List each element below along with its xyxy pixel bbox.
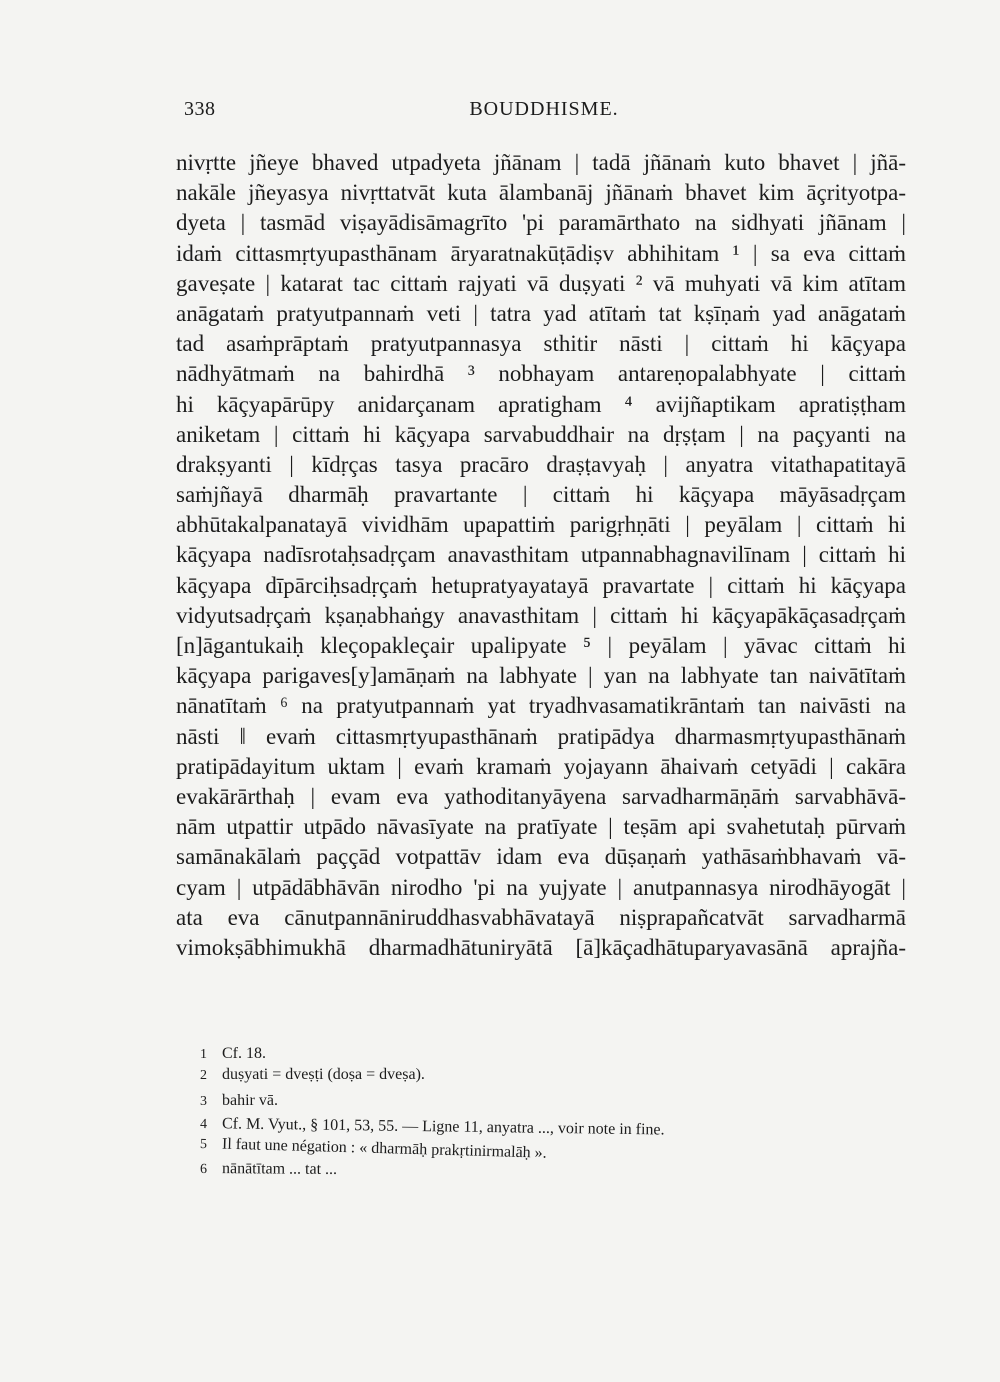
- text-line: ata eva cānutpannāniruddhasvabhāvatayā niṣprapañcatvāt sarvadharmā: [176, 904, 906, 930]
- footnote-text: bahir vā.: [222, 1092, 278, 1109]
- text-line: hi kāçyapārūpy anidarçanam apratigham ⁴ avijñaptikam apratiṣṭham: [176, 391, 906, 417]
- text-line: samānakālaṁ paççād votpattāv idam eva dūṣaṇaṁ yathāsaṁbhavaṁ vā-: [176, 844, 906, 870]
- footnote-mark: 6: [199, 1161, 208, 1177]
- text-line: dyeta | tasmād viṣayādisāmagrīto 'pi paramārthato na sidhyati jñānam |: [176, 210, 906, 236]
- text-line: kāçyapa parigaves[y]amāṇaṁ na labhyate | yan na labhyate tan naivātītaṁ: [176, 663, 906, 689]
- text-line: cyam | utpādābhāvān nirodho 'pi na yujyate | anutpannasya nirodhāyogāt |: [176, 874, 906, 900]
- text-line: idaṁ cittasmṛtyupasthānam āryaratnakūṭādiṣv abhihitam ¹ | sa eva cittaṁ: [176, 240, 906, 266]
- text-line: gaveṣate | katarat tac cittaṁ rajyati vā duṣyati ² vā muhyati vā kim atītam: [176, 270, 906, 296]
- text-line: anāgataṁ pratyutpannaṁ veti | tatra yad atītaṁ tat kṣīṇaṁ yad anāgataṁ: [176, 300, 906, 326]
- footnote: [200, 1159, 800, 1184]
- footnote: [200, 1065, 800, 1086]
- footnote-text: Il faut une négation : « dharmāḥ prakṛtinirmalāḥ ».: [221, 1135, 547, 1162]
- footnote-mark: 4: [199, 1116, 208, 1132]
- footnote-mark: 2: [200, 1067, 207, 1083]
- footnote-text: nānātītam ... tat ...: [221, 1159, 338, 1178]
- text-line: aniketam | cittaṁ hi kāçyapa sarvabuddhair na dṛṣṭam | na paçyanti na: [176, 421, 906, 447]
- text-line: abhūtakalpanatayā vividhām upapattiṁ parigṛhṇāti | peyālam | cittaṁ hi: [176, 512, 906, 538]
- text-line: kāçyapa dīpārciḥsadṛçaṁ hetupratyayatayā pravartate | cittaṁ hi kāçyapa: [176, 572, 906, 598]
- footnote-mark: 1: [200, 1047, 207, 1062]
- text-line: nānatītaṁ ⁶ na pratyutpannaṁ yat tryadhvasamatikrāntaṁ tan naivāsti na: [176, 693, 906, 719]
- body-text: [176, 148, 906, 963]
- footnote-text: duṣyati = dveṣṭi (doṣa = dveṣa).: [222, 1065, 425, 1083]
- text-line: nām utpattir utpādo nāvasīyate na pratīyate | teṣām api svahetutaḥ pūrvaṁ: [176, 814, 906, 840]
- footnote: [200, 1044, 800, 1065]
- text-line: vimokṣābhimukhā dharmadhātuniryātā [ā]kāçadhātuparyavasānā aprajña-: [176, 934, 906, 960]
- page-number: 338: [184, 98, 216, 120]
- text-line: nivṛtte jñeye bhaved utpadyeta jñānam | tadā jñānaṁ kuto bhavet | jñā-: [176, 150, 906, 175]
- text-line: [n]āgantukaiḥ kleçopakleçair upalipyate ⁵ | peyālam | yāvac cittaṁ hi: [176, 633, 906, 658]
- footnote-mark: 5: [199, 1137, 208, 1153]
- text-line: tad asaṁprāptaṁ pratyutpannasya sthitir nāsti | cittaṁ hi kāçyapa: [176, 331, 906, 357]
- text-line: nāsti ‖ evaṁ cittasmṛtyupasthānaṁ pratipādya dharmasmṛtyupasthānaṁ: [176, 723, 906, 749]
- footnote: [200, 1091, 800, 1112]
- text-line: evakārārthaḥ | evam eva yathoditanyāyena sarvadharmāṇāṁ sarvabhāvā-: [176, 783, 906, 809]
- text-line: drakṣyanti | kīdṛças tasya pracāro draṣṭavyaḥ | anyatra vitathapatitayā: [176, 451, 906, 477]
- text-line: kāçyapa nadīsrotaḥsadṛçam anavasthitam utpannabhagnavilīnam | cittaṁ hi: [176, 542, 906, 568]
- page-header: [184, 98, 904, 130]
- footnote-text: Cf. 18.: [222, 1045, 266, 1062]
- footnote-text: Cf. M. Vyut., § 101, 53, 55. — Ligne 11, anyatra ..., voir note in fine.: [221, 1114, 665, 1138]
- text-line: nādhyātmaṁ na bahirdhā ³ nobhayam antareṇopalabhyate | cittaṁ: [176, 361, 906, 387]
- text-line: pratipādayitum uktam | evaṁ kramaṁ yojayann āhaivaṁ cetyādi | cakāra: [176, 753, 906, 779]
- text-line: vidyutsadṛçaṁ kṣaṇabhaṅgy anavasthitam | cittaṁ hi kāçyapākāçasadṛçaṁ: [176, 602, 906, 628]
- text-line: saṁjñayā dharmāḥ pravartante | cittaṁ hi kāçyapa māyāsadṛçam: [176, 482, 906, 508]
- footnote-mark: 3: [200, 1094, 207, 1109]
- running-title: BOUDDHISME.: [469, 98, 619, 120]
- footnotes: [199, 1044, 800, 1178]
- text-line: nakāle jñeyasya nivṛttatvāt kuta ālambanāj jñānaṁ bhavet kim āçrityotpa-: [176, 180, 906, 206]
